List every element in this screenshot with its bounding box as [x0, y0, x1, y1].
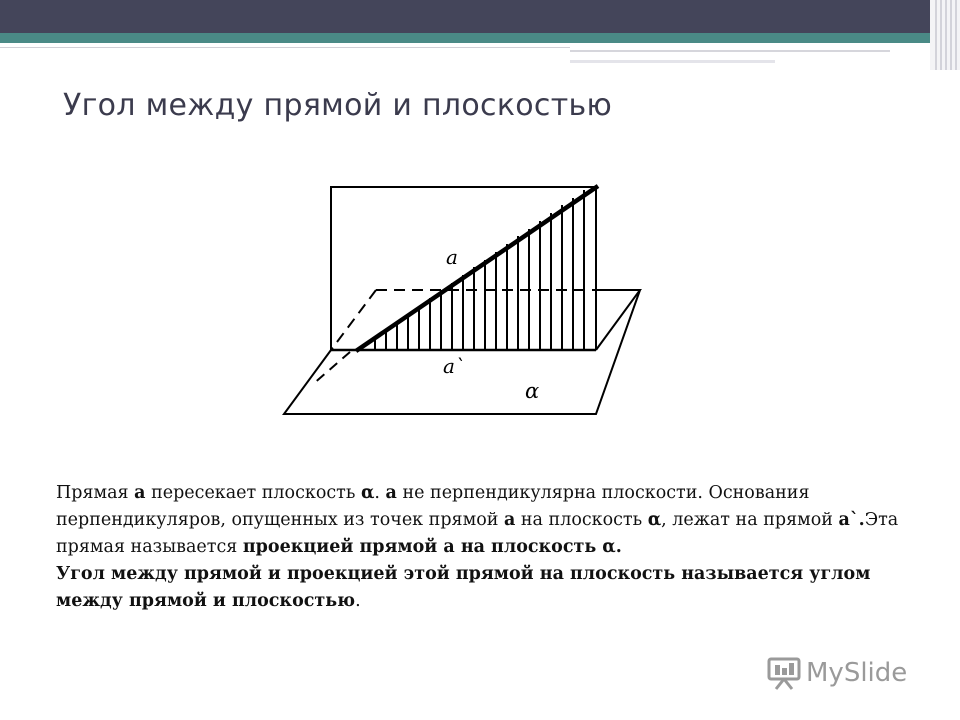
label-line-a: a: [446, 245, 458, 269]
presentation-board-icon: [766, 656, 802, 690]
slide-title: Угол между прямой и плоскостью: [63, 88, 613, 123]
logo-text: MySlide: [806, 658, 908, 688]
myslide-logo: [766, 654, 926, 694]
definition-projection: проекцией прямой а на плоскость α.: [242, 537, 622, 557]
decorative-rule: [0, 47, 570, 48]
symbol-alpha: α: [647, 510, 662, 530]
horizontal-plane: [596, 290, 640, 350]
text-run: .: [355, 591, 361, 611]
hatching: [375, 190, 584, 350]
symbol-a: а: [134, 483, 146, 503]
text-run: пересекает плоскость: [145, 483, 361, 503]
text-run: Прямая: [56, 483, 135, 503]
header-band: [0, 0, 930, 33]
line-plane-angle-figure: [282, 182, 662, 444]
explanation-text: [56, 480, 936, 615]
text-run: не перпендикулярна плоскости. Основания перпендикуляров, опущенных из точек прямой: [56, 483, 810, 530]
symbol-alpha: α: [360, 483, 375, 503]
decorative-rule: [570, 50, 890, 52]
label-projection: a`: [443, 354, 465, 378]
text-run: на плоскость: [515, 510, 648, 530]
accent-stripe: [0, 33, 930, 43]
definition-angle: Угол между прямой и проекцией этой прямой на плоскость называется углом между прямой и плоскостью: [56, 564, 871, 611]
text-run: , лежат на прямой: [661, 510, 839, 530]
decorative-rule: [570, 60, 775, 63]
symbol-a: а: [385, 483, 397, 503]
symbol-a: а: [503, 510, 516, 530]
text-run: .: [374, 483, 386, 503]
text-run: Эта прямая называется: [56, 510, 899, 557]
label-plane-alpha: α: [525, 379, 540, 403]
symbol-projection: а`.: [838, 510, 865, 530]
corner-lines: [930, 0, 960, 70]
